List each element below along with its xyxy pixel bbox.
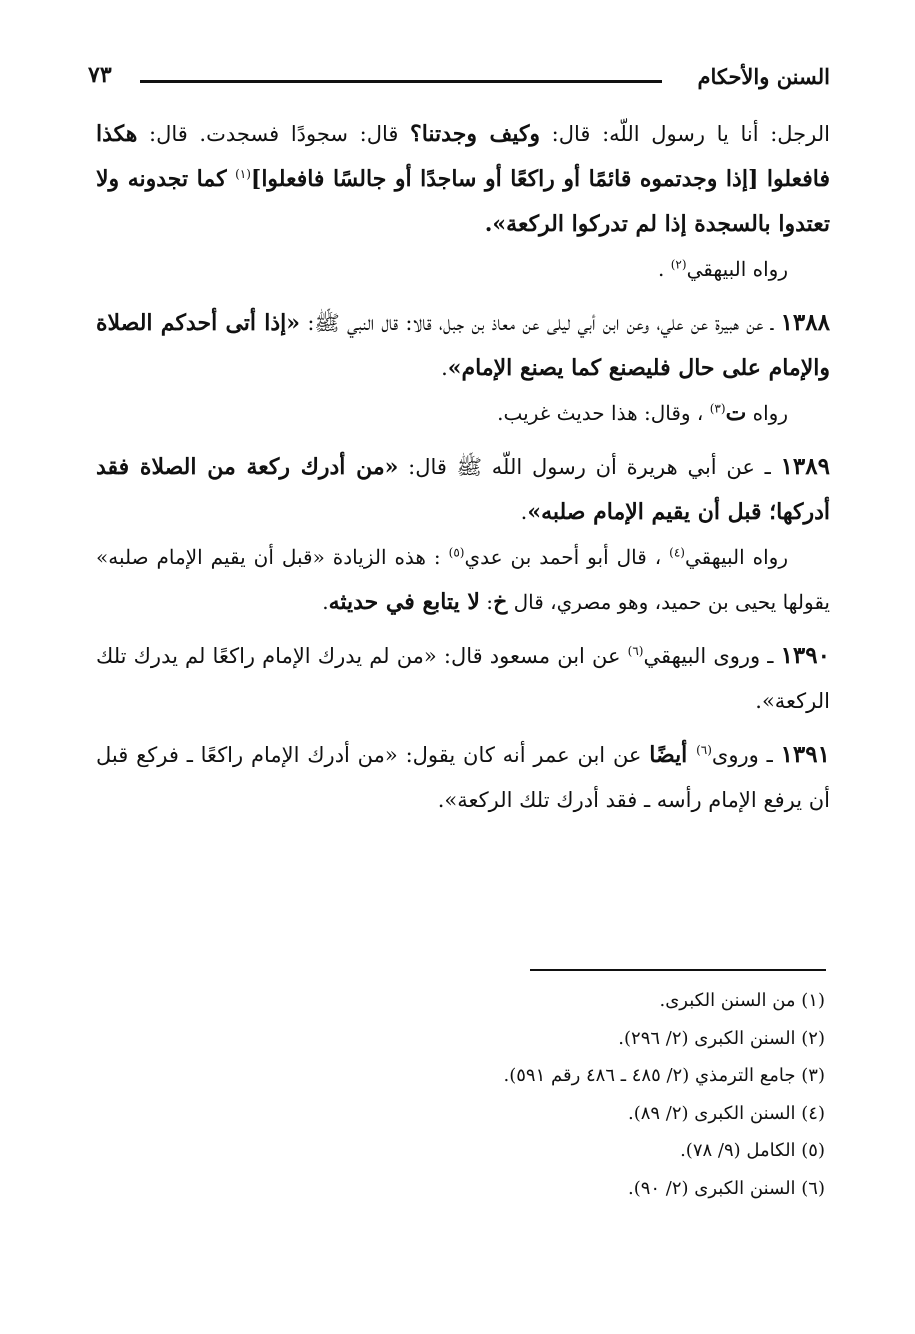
footnote-ref: (٢) [670,257,687,272]
footnote-divider [530,969,826,971]
hadith-1390 [96,633,830,724]
source-text: رواه البيهقي [686,257,788,281]
footnote-6: (٦) السنن الكبرى (٢/ ٩٠). [627,1177,825,1199]
source-end: . [322,590,329,614]
footnote-ref: (٥) [448,545,465,560]
hadith-number: ١٣٨٩ [780,453,830,480]
hadith-1389-text [96,444,830,535]
source-text: رواه [746,401,788,425]
page-header [88,58,830,108]
hadith-number: ١٣٩١ [780,741,830,768]
footnote-ref: (١) [235,167,251,181]
hadith-1389-source [96,535,830,625]
hadith-1388-source [96,391,830,436]
source-comment: : هذه الزيادة «قبل أن يقيم الإمام صلبه» يقولها يحيى بن حميد، وهو مصري، قال [96,545,830,614]
source-comment: ، وقال: هذا حديث غريب. [497,401,710,425]
footnote-5: (٥) الكامل (٩/ ٧٨). [680,1140,825,1161]
intro-text-2: قال: سجودًا فسجدت. قال: [137,122,411,146]
hadith-1389-quote: «من أدرك ركعة من الصلاة فقد أدركها؛ قبل أن يقيم الإمام صلبه» [96,454,830,525]
hadith-1390-text [96,633,830,724]
footnote-2: (٢) السنن الكبرى (٢/ ٢٩٦). [618,1027,825,1049]
footnote-4: (٤) السنن الكبرى (٢/ ٨٩). [627,1102,825,1124]
hadith-1391-quote: عن ابن عمر أنه كان يقول: «من أدرك الإمام راكعًا ـ فركع قبل أن يرفع الإمام رأسه ـ فقد أدرك تلك الركعة». [96,743,830,812]
footnote-ref: (٤) [669,545,685,560]
hadith-1391-intro: ـ وروى [711,743,781,767]
hadith-number: ١٣٩٠ [780,642,830,669]
source-symbol: خ [493,589,508,615]
page-number: ٧٣ [88,62,112,88]
footnotes-list [265,982,825,1207]
intro-source [96,247,830,292]
intro-block [96,112,830,292]
source-text: : [479,590,494,614]
footnote-ref: (٦) [696,743,712,757]
footnote-ref: (٦) [627,644,644,658]
hadith-1391 [96,732,830,823]
source-bold: لا يتابع في حديثه [328,589,480,615]
header-rule [140,80,662,83]
intro-bold-1: وكيف وجدتنا؟ [410,121,541,147]
hadith-1388 [96,300,830,436]
hadith-1390-intro: ـ وروى البيهقي [643,644,781,668]
intro-text-1: الرجل: أنا يا رسول اللّه: قال: [540,122,830,146]
intro-paragraph [96,112,830,247]
hadith-1388-text [96,300,830,391]
hadith-1389 [96,444,830,625]
hadith-1388-intro: ـ عن هبيرة عن علي، وعن ابن أبي ليلى عن معاذ بن جبل، قالا: قال النبي ﷺ: [300,311,781,335]
hadith-1390-quote: عن ابن مسعود قال: «من لم يدرك الإمام راكعًا لم يدرك تلك الركعة». [96,644,830,713]
footnote-1: (١) من السنن الكبرى. [659,990,825,1011]
main-text [96,112,830,831]
source-symbol: ت [725,400,747,426]
intro-bold-3: كما تجدونه ولا تعتدوا بالسجدة إذا لم تدركوا الركعة». [96,166,830,237]
intro-bold-2: هكذا فافعلوا [إذا وجدتموه قائمًا أو راكعًا أو ساجدًا أو جالسًا فافعلوا] [96,121,830,192]
hadith-1389-end: . [520,500,528,524]
hadith-number: ١٣٨٨ [780,309,830,336]
hadith-1391-bold: أيضًا [649,742,697,768]
hadith-1388-quote: «إذا أتى أحدكم الصلاة والإمام على حال فليصنع كما يصنع الإمام» [96,310,830,381]
hadith-1391-text [96,732,830,823]
running-title: السنن والأحكام [697,64,830,89]
footnote-3: (٣) جامع الترمذي (٢/ ٤٨٥ ـ ٤٨٦ رقم ٥٩١). [503,1065,825,1086]
source-text: ، قال أبو أحمد بن عدي [464,545,670,569]
hadith-1389-intro: ـ عن أبي هريرة أن رسول اللّه ﷺ قال: [398,455,781,479]
source-end: . [658,257,671,281]
footnote-ref: (٣) [709,401,726,416]
hadith-1388-end: . [441,356,448,380]
source-text: رواه البيهقي [684,545,789,569]
